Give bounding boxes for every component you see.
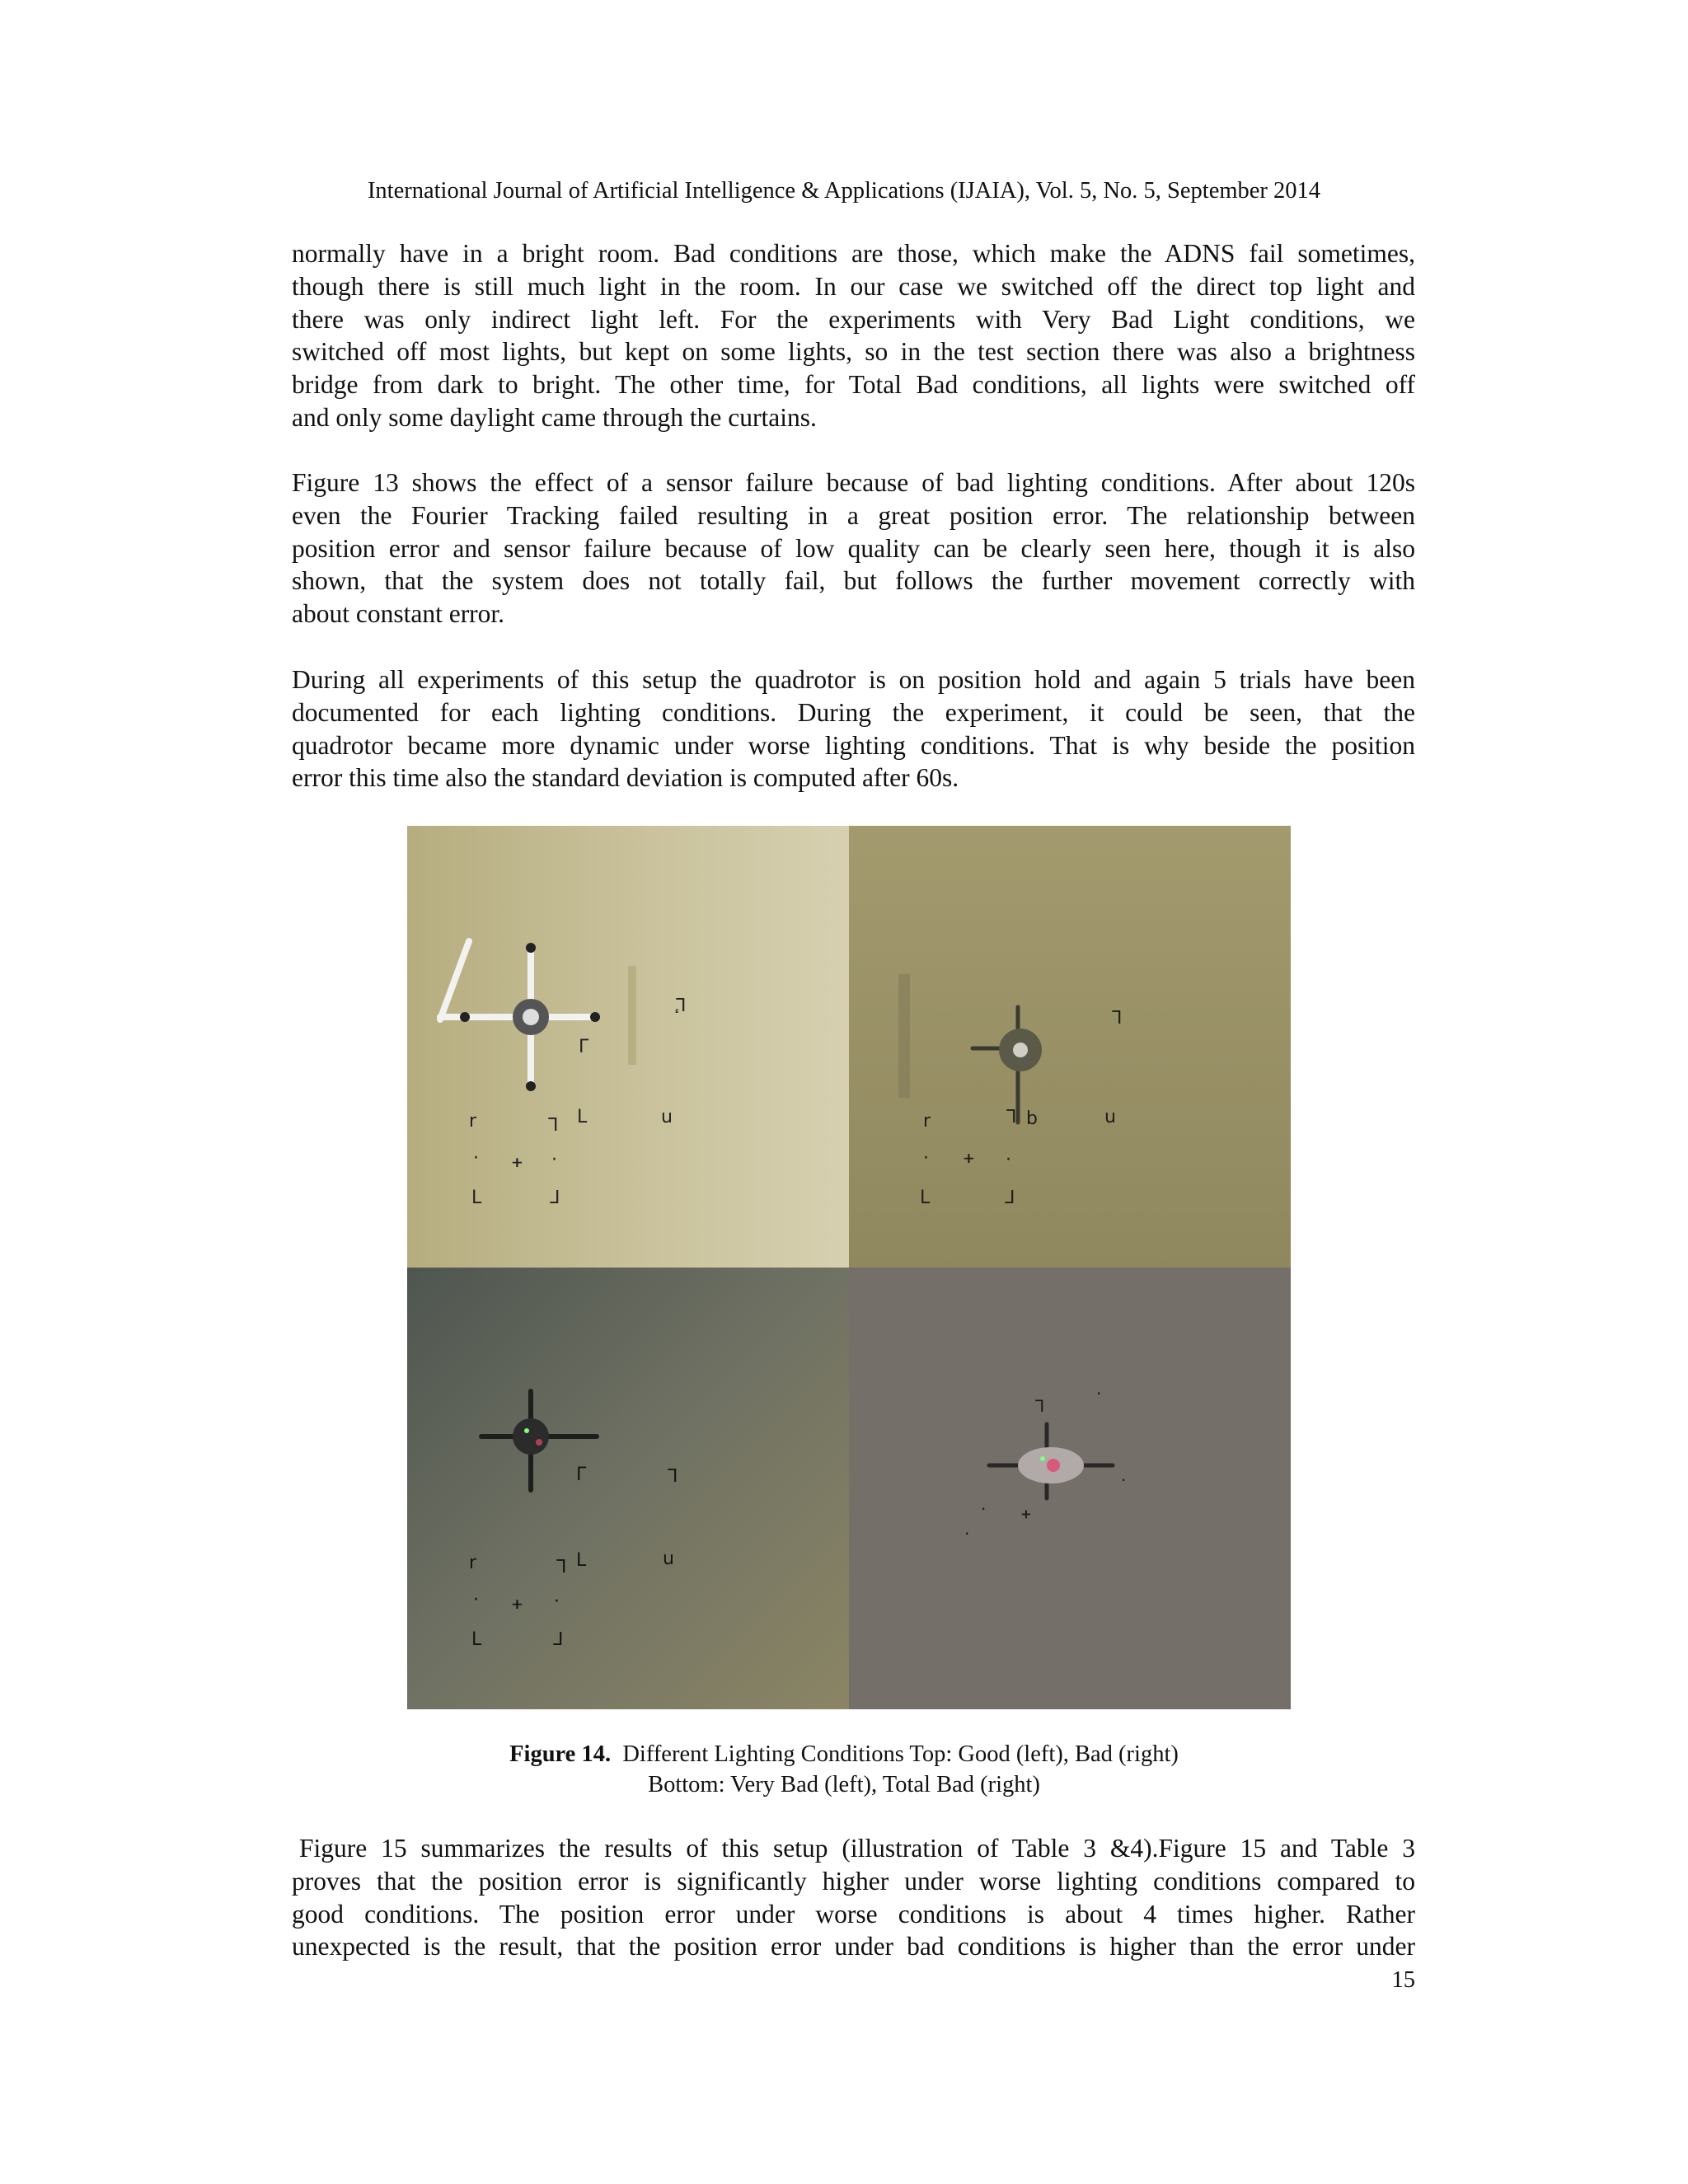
svg-text:r: r (469, 1111, 477, 1132)
svg-text:·: · (964, 1524, 970, 1544)
photo-good-lighting (407, 826, 849, 1268)
svg-text:ᒧ: ᒧ (1004, 1188, 1015, 1208)
svg-text:·: · (551, 1150, 557, 1170)
text-line: proves that the position error is significantly higher under worse lighting conditions compared to (292, 1866, 1415, 1896)
svg-text:L: L (471, 1188, 482, 1208)
text-line: and only some daylight came through the curtains. (292, 402, 817, 432)
svg-text:ᚐ: ᚐ (964, 1148, 973, 1169)
text-line: error this time also the standard deviation is computed after 60s. (292, 763, 959, 793)
svg-text:ᒧ: ᒧ (552, 1629, 564, 1650)
text-line: though there is still much light in the room. In our case we switched off the direct top light and (292, 271, 1415, 301)
paragraph-results-summary (292, 1832, 1415, 1963)
text-line: switched off most lights, but kept on some lights, so in the test section there was also a brightness (292, 337, 1415, 367)
text-line: quadrotor became more dynamic under worse lighting conditions. That is why beside the position (292, 730, 1415, 760)
svg-text:·: · (1121, 1470, 1127, 1490)
text-line: normally have in a bright room. Bad conditions are those, which make the ADNS fail sometimes, (292, 239, 1415, 268)
svg-text:ᒣ: ᒣ (556, 1557, 567, 1577)
svg-text:b: b (1026, 1108, 1038, 1129)
figure-label: Figure 14. (509, 1741, 612, 1767)
svg-text:·: · (554, 1591, 560, 1612)
svg-text:·: · (981, 1499, 987, 1519)
photo-very-bad-lighting (407, 1268, 849, 1709)
page-number: 15 (1391, 1967, 1415, 1993)
text-line: Figure 15 summarizes the results of this setup (illustration of Table 3 &4).Figure 15 and Table 3 (299, 1834, 1415, 1863)
text-line: Figure 13 shows the effect of a sensor failure because of bad lighting conditions. After about 120s (292, 468, 1415, 497)
svg-text:ᒣ: ᒣ (1006, 1107, 1017, 1127)
photo-total-bad-lighting (849, 1268, 1291, 1709)
svg-text:L: L (920, 1188, 931, 1208)
svg-text:u: u (663, 1549, 674, 1569)
caption-text-1: Different Lighting Conditions Top: Good (left), Bad (right) (622, 1741, 1179, 1767)
svg-text:ᒣ: ᒣ (1111, 1008, 1123, 1029)
svg-text:ᚐ: ᚐ (513, 1594, 522, 1615)
svg-text:·: · (1096, 1384, 1102, 1404)
svg-text:ᒣ: ᒣ (547, 1115, 559, 1136)
svg-text:L: L (577, 1107, 588, 1127)
text-line: even the Fourier Tracking failed resulting in a great position error. The relationship between (292, 500, 1415, 530)
journal-header: International Journal of Artificial Intelligence & Applications (IJAIA), Vol. 5, No. 5, September 2014 (367, 178, 1321, 204)
svg-text:r: r (469, 1553, 477, 1573)
figure-14-image-grid (407, 826, 1291, 1709)
svg-text:·: · (473, 1148, 479, 1169)
svg-text:Γ: Γ (579, 1037, 589, 1057)
svg-text:·: · (1006, 1150, 1011, 1170)
svg-text:ᒣ: ᒣ (667, 1466, 678, 1487)
text-line: bridge from dark to bright. The other time, for Total Bad conditions, all lights were switched off (292, 370, 1415, 400)
svg-text:u: u (1104, 1107, 1116, 1127)
paragraph-position-hold (292, 663, 1415, 794)
figure-caption (0, 1739, 1688, 1800)
text-line: documented for each lighting conditions. During the experiment, it could be seen, that the (292, 697, 1415, 727)
svg-text:·: · (473, 1590, 479, 1610)
caption-line-2: Bottom: Very Bad (left), Total Bad (right) (648, 1772, 1040, 1797)
text-line: unexpected is the result, that the position error under bad conditions is higher than the error under (292, 1932, 1415, 1961)
svg-text:ᒧ: ᒧ (549, 1188, 560, 1208)
svg-text:r: r (923, 1111, 931, 1132)
text-line: good conditions. The position error under worse conditions is about 4 times higher. Rather (292, 1899, 1415, 1929)
text-line: During all experiments of this setup the quadrotor is on position hold and again 5 trials have been (292, 665, 1415, 694)
text-line: about constant error. (292, 599, 505, 629)
caption-line-1 (0, 1739, 1688, 1769)
svg-text:ᚐ: ᚐ (1022, 1503, 1030, 1523)
text-line: there was only indirect light left. For the experiments with Very Bad Light conditions, we (292, 304, 1415, 334)
photo-bad-lighting (849, 826, 1291, 1268)
svg-text:ᒣ: ᒣ (675, 996, 687, 1016)
svg-text:·: · (923, 1148, 929, 1169)
svg-text:Γ: Γ (576, 1465, 587, 1485)
svg-text:L: L (471, 1629, 482, 1650)
svg-text:ᚐ: ᚐ (513, 1152, 522, 1173)
svg-text:L: L (576, 1550, 587, 1571)
svg-text:ᒣ: ᒣ (1034, 1396, 1045, 1416)
paragraph-sensor-failure (292, 466, 1415, 630)
svg-text:u: u (661, 1107, 673, 1127)
text-line: position error and sensor failure because of low quality can be clearly seen here, though it is also (292, 533, 1415, 563)
paragraph-lighting-conditions (292, 237, 1415, 434)
text-line: shown, that the system does not totally fail, but follows the further movement correctly with (292, 566, 1415, 596)
